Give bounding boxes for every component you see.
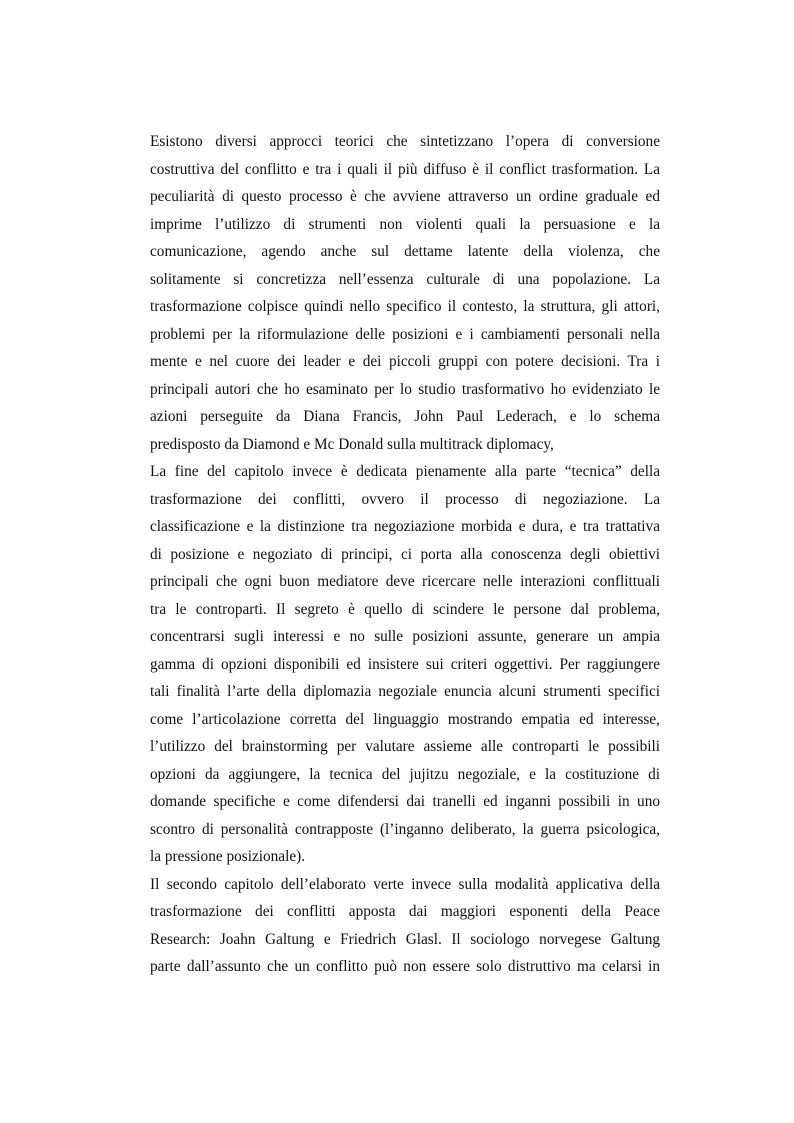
paragraph-2 (150, 458, 660, 871)
text-line: comunicazione, agendo anche sul dettame latente della violenza, che (150, 243, 660, 260)
text-line: tra le controparti. Il segreto è quello di scindere le persone dal problema, (150, 600, 660, 618)
text-line: costruttiva del conflitto e tra i quali il più diffuso è il conflict trasformation. La (150, 160, 660, 178)
text-line: di posizione e negoziato di principi, ci porta alla conoscenza degli obiettivi (150, 545, 660, 563)
text-line: domande specifiche e come difendersi dai tranelli ed inganni possibili in uno (150, 793, 660, 810)
text-line: solitamente si concretizza nell’essenza culturale di una popolazione. La (150, 270, 660, 288)
text-line: scontro di personalità contrapposte (l’inganno deliberato, la guerra psicologica, (150, 820, 660, 838)
text-line: principali autori che ho esaminato per lo studio trasformativo ho evidenziato le (150, 380, 660, 398)
text-line: mente e nel cuore dei leader e dei piccoli gruppi con potere decisioni. Tra i (150, 353, 660, 370)
text-line: trasformazione dei conflitti, ovvero il processo di negoziazione. La (150, 490, 660, 508)
text-line: opzioni da aggiungere, la tecnica del jujitzu negoziale, e la costituzione di (150, 765, 660, 783)
text-line: l’utilizzo del brainstorming per valutare assieme alle controparti le possibili (150, 738, 660, 755)
paragraph-1 (150, 128, 660, 458)
text-line: problemi per la riformulazione delle posizioni e i cambiamenti personali nella (150, 325, 660, 343)
text-line: concentrarsi sugli interessi e no sulle posizioni assunte, generare un ampia (150, 628, 660, 645)
text-line: azioni perseguite da Diana Francis, John Paul Lederach, e lo schema (150, 408, 660, 425)
text-line: predisposto da Diamond e Mc Donald sulla multitrack diplomacy, (150, 435, 554, 453)
text-line: tali finalità l’arte della diplomazia negoziale enuncia alcuni strumenti specifici (150, 683, 660, 700)
text-line: Esistono diversi approcci teorici che sintetizzano l’opera di conversione (150, 133, 660, 150)
text-line: come l’articolazione corretta del linguaggio mostrando empatia ed interesse, (150, 710, 660, 728)
text-line: classificazione e la distinzione tra negoziazione morbida e dura, e tra trattativa (150, 518, 660, 535)
text-line: la pressione posizionale). (150, 848, 306, 865)
text-line: trasformazione dei conflitti apposta dai maggiori esponenti della Peace (150, 903, 660, 920)
text-line: Il secondo capitolo dell’elaborato verte invece sulla modalità applicativa della (150, 875, 660, 893)
text-line: imprime l’utilizzo di strumenti non violenti quali la persuasione e la (150, 215, 660, 233)
text-line: principali che ogni buon mediatore deve ricercare nelle interazioni conflittuali (150, 573, 660, 590)
text-line: trasformazione colpisce quindi nello specifico il contesto, la struttura, gli attori, (150, 298, 660, 315)
text-line: gamma di opzioni disponibili ed insistere sui criteri oggettivi. Per raggiungere (150, 655, 660, 673)
text-line: La fine del capitolo invece è dedicata pienamente alla parte “tecnica” della (150, 463, 660, 480)
text-line: peculiarità di questo processo è che avviene attraverso un ordine graduale ed (150, 188, 660, 205)
paragraph-3 (150, 871, 660, 981)
text-line: parte dall’assunto che un conflitto può non essere solo distruttivo ma celarsi in (150, 958, 660, 975)
body-text (150, 128, 660, 981)
text-line: Research: Joahn Galtung e Friedrich Glasl. Il sociologo norvegese Galtung (150, 930, 660, 948)
